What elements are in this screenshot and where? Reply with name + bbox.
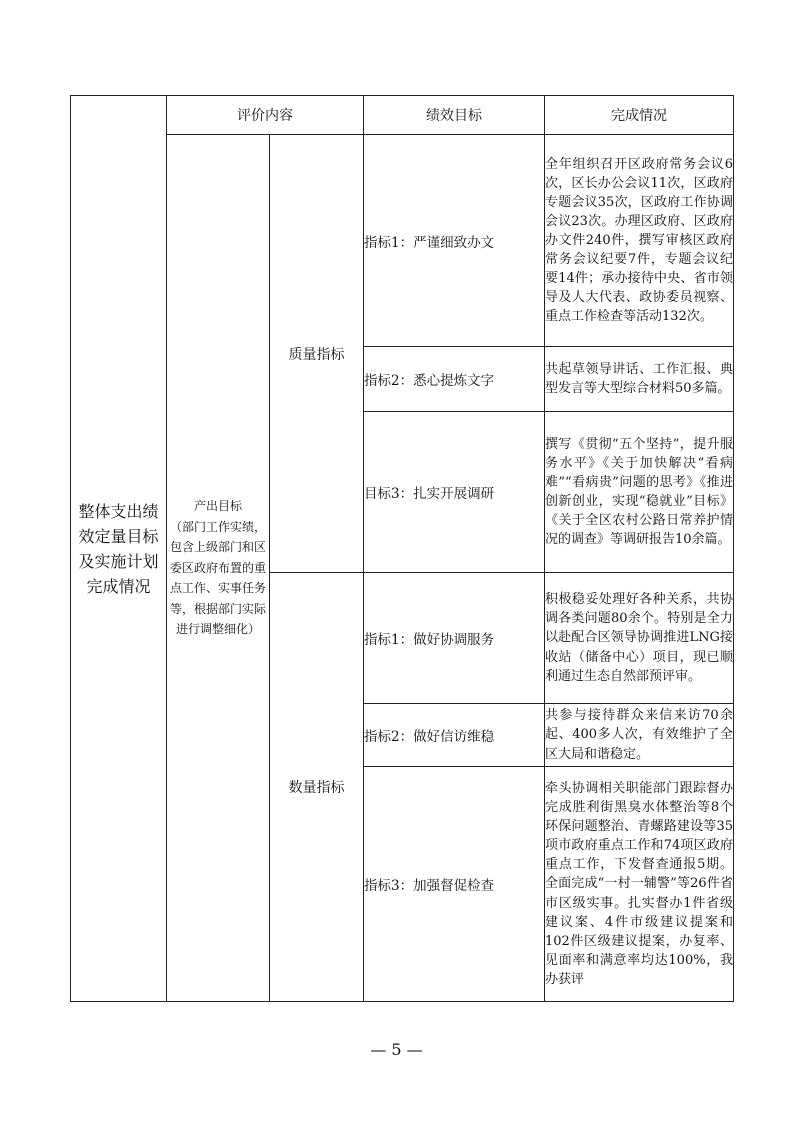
header-eval-content: 评价内容 <box>167 96 364 135</box>
completion-quality-1: 全年组织召开区政府常务会议6次，区长办公会议11次，区政府专题会议35次，区政府工作协调会议23次。办理区政府、区政府办文件240件，撰写审核区政府常务会议纪要7件，专题会议纪要14件；承办接待中央、省市领导及人大代表、政协委员视察、重点工作检查等活动132次。 <box>545 135 734 347</box>
page-number: — 5 — <box>370 1040 423 1059</box>
target-quantity-1: 指标1：做好协调服务 <box>364 573 545 704</box>
header-perf-target: 绩效目标 <box>364 96 545 135</box>
target-quality-1: 指标1：严谨细致办文 <box>364 135 545 347</box>
performance-table <box>70 95 734 1002</box>
completion-quantity-3: 牵头协调相关职能部门跟踪督办完成胜利街黑臭水体整治等8个环保问题整治、青螺路建设等35项市政府重点工作和74项区政府重点工作，下发督查通报5期。全面完成“一村一辅警”等26件省市区级实事。扎实督办1件省级建议案、4件市级建议提案和102件区级建议提案，办复率、见面率和满意率均达100%，我办获评 <box>545 767 734 1002</box>
output-target-cell <box>167 135 270 1002</box>
completion-quantity-1: 积极稳妥处理好各种关系，共协调各类问题80余个。特别是全力以赴配合区领导协调推进LNG接收站（储备中心）项目，现已顺利通过生态自然部预评审。 <box>545 573 734 704</box>
completion-quantity-2: 共参与接待群众来信来访70余起、400多人次，有效维护了全区大局和谐稳定。 <box>545 704 734 767</box>
target-quality-2: 指标2：悉心提炼文字 <box>364 347 545 412</box>
target-quantity-2: 指标2：做好信访维稳 <box>364 704 545 767</box>
category-cell: 整体支出绩效定量目标及实施计划完成情况 <box>71 96 167 1002</box>
completion-quality-2: 共起草领导讲话、工作汇报、典型发言等大型综合材料50多篇。 <box>545 347 734 412</box>
target-quality-3: 目标3：扎实开展调研 <box>364 412 545 573</box>
target-quantity-3: 指标3：加强督促检查 <box>364 767 545 1002</box>
group-quantity: 数量指标 <box>270 573 364 1002</box>
output-target-note: （部门工作实绩，包含上级部门和区委区政府布置的重点工作、实事任务等，根据部门实际进行调整细化） <box>169 519 266 637</box>
output-target-title: 产出目标 <box>193 499 242 514</box>
group-quality: 质量指标 <box>270 135 364 573</box>
completion-quality-3: 撰写《贯彻“五个坚持”，提升服务水平》《关于加快解决“看病难”“看病贵”问题的思考》《推进创新创业，实现“稳就业”目标》《关于全区农村公路日常养护情况的调查》等调研报告10余篇。 <box>545 412 734 573</box>
header-completion: 完成情况 <box>545 96 734 135</box>
